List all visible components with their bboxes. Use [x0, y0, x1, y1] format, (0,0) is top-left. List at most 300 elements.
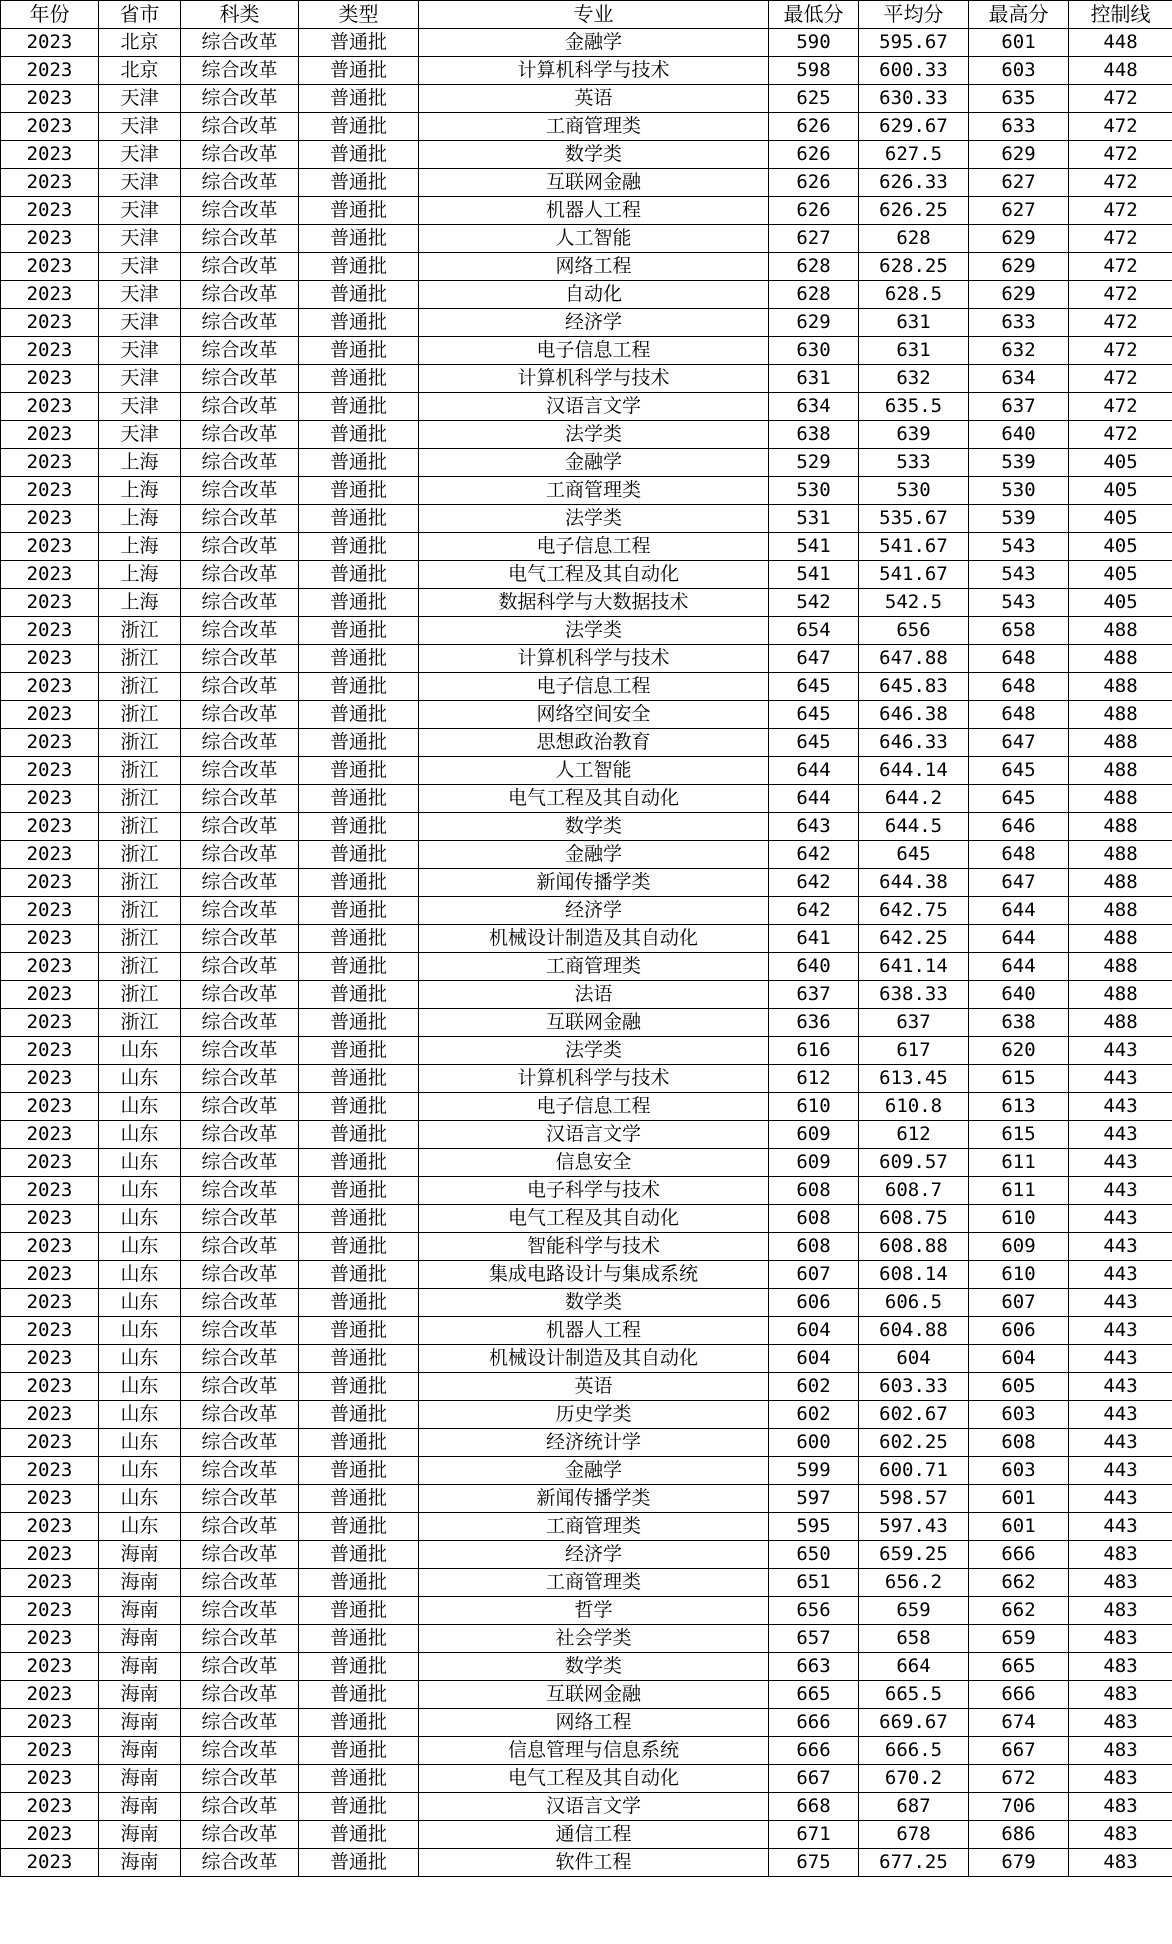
cell-major: 网络空间安全	[419, 701, 769, 729]
cell-major: 新闻传播学类	[419, 1485, 769, 1513]
cell-subject: 综合改革	[181, 281, 299, 309]
cell-year: 2023	[1, 841, 99, 869]
cell-province: 山东	[99, 1065, 181, 1093]
cell-major: 经济学	[419, 897, 769, 925]
cell-province: 山东	[99, 1317, 181, 1345]
cell-max-score: 601	[969, 1485, 1069, 1513]
cell-control-line: 443	[1069, 1373, 1172, 1401]
cell-min-score: 644	[769, 757, 859, 785]
cell-batch-type: 普通批	[299, 1849, 419, 1877]
cell-year: 2023	[1, 729, 99, 757]
table-row	[1, 981, 1172, 1009]
cell-province: 山东	[99, 1093, 181, 1121]
cell-max-score: 605	[969, 1373, 1069, 1401]
table-row	[1, 561, 1172, 589]
cell-avg-score: 656	[859, 617, 969, 645]
cell-avg-score: 612	[859, 1121, 969, 1149]
cell-subject: 综合改革	[181, 1429, 299, 1457]
cell-major: 汉语言文学	[419, 1121, 769, 1149]
cell-province: 浙江	[99, 617, 181, 645]
cell-min-score: 671	[769, 1821, 859, 1849]
cell-min-score: 599	[769, 1457, 859, 1485]
cell-year: 2023	[1, 1709, 99, 1737]
cell-province: 天津	[99, 309, 181, 337]
cell-year: 2023	[1, 925, 99, 953]
cell-batch-type: 普通批	[299, 1401, 419, 1429]
cell-year: 2023	[1, 1653, 99, 1681]
cell-batch-type: 普通批	[299, 729, 419, 757]
cell-major: 数学类	[419, 813, 769, 841]
cell-max-score: 629	[969, 141, 1069, 169]
col-header-subject: 科类	[181, 1, 299, 29]
cell-major: 工商管理类	[419, 953, 769, 981]
cell-min-score: 667	[769, 1765, 859, 1793]
table-row	[1, 421, 1172, 449]
cell-max-score: 609	[969, 1233, 1069, 1261]
cell-batch-type: 普通批	[299, 365, 419, 393]
cell-avg-score: 669.67	[859, 1709, 969, 1737]
cell-province: 山东	[99, 1233, 181, 1261]
table-row	[1, 29, 1172, 57]
cell-avg-score: 631	[859, 337, 969, 365]
cell-subject: 综合改革	[181, 85, 299, 113]
cell-max-score: 667	[969, 1737, 1069, 1765]
cell-min-score: 663	[769, 1653, 859, 1681]
cell-year: 2023	[1, 1737, 99, 1765]
cell-min-score: 612	[769, 1065, 859, 1093]
cell-province: 浙江	[99, 841, 181, 869]
cell-subject: 综合改革	[181, 1793, 299, 1821]
cell-max-score: 603	[969, 1457, 1069, 1485]
cell-batch-type: 普通批	[299, 1737, 419, 1765]
cell-year: 2023	[1, 309, 99, 337]
table-row	[1, 1849, 1172, 1877]
cell-batch-type: 普通批	[299, 1205, 419, 1233]
cell-major: 英语	[419, 1373, 769, 1401]
cell-avg-score: 604	[859, 1345, 969, 1373]
cell-avg-score: 665.5	[859, 1681, 969, 1709]
cell-year: 2023	[1, 869, 99, 897]
table-row	[1, 1709, 1172, 1737]
table-row	[1, 1653, 1172, 1681]
cell-avg-score: 645	[859, 841, 969, 869]
cell-subject: 综合改革	[181, 589, 299, 617]
cell-avg-score: 541.67	[859, 533, 969, 561]
cell-min-score: 597	[769, 1485, 859, 1513]
cell-year: 2023	[1, 253, 99, 281]
cell-subject: 综合改革	[181, 533, 299, 561]
cell-max-score: 672	[969, 1765, 1069, 1793]
cell-control-line: 488	[1069, 673, 1172, 701]
cell-control-line: 472	[1069, 197, 1172, 225]
cell-control-line: 443	[1069, 1065, 1172, 1093]
cell-min-score: 616	[769, 1037, 859, 1065]
cell-major: 社会学类	[419, 1625, 769, 1653]
cell-province: 浙江	[99, 869, 181, 897]
cell-min-score: 657	[769, 1625, 859, 1653]
cell-province: 浙江	[99, 645, 181, 673]
cell-major: 哲学	[419, 1597, 769, 1625]
cell-year: 2023	[1, 1121, 99, 1149]
cell-max-score: 613	[969, 1093, 1069, 1121]
cell-major: 数学类	[419, 1289, 769, 1317]
table-row	[1, 533, 1172, 561]
cell-control-line: 472	[1069, 169, 1172, 197]
cell-batch-type: 普通批	[299, 1233, 419, 1261]
table-row	[1, 1093, 1172, 1121]
cell-province: 海南	[99, 1709, 181, 1737]
cell-subject: 综合改革	[181, 1289, 299, 1317]
cell-major: 电子信息工程	[419, 533, 769, 561]
cell-major: 数学类	[419, 1653, 769, 1681]
cell-province: 山东	[99, 1457, 181, 1485]
cell-avg-score: 687	[859, 1793, 969, 1821]
cell-year: 2023	[1, 645, 99, 673]
cell-province: 海南	[99, 1821, 181, 1849]
cell-avg-score: 541.67	[859, 561, 969, 589]
cell-control-line: 443	[1069, 1457, 1172, 1485]
cell-control-line: 405	[1069, 533, 1172, 561]
cell-subject: 综合改革	[181, 197, 299, 225]
cell-province: 海南	[99, 1793, 181, 1821]
cell-min-score: 665	[769, 1681, 859, 1709]
table-row	[1, 1177, 1172, 1205]
cell-max-score: 620	[969, 1037, 1069, 1065]
cell-subject: 综合改革	[181, 729, 299, 757]
table-row	[1, 673, 1172, 701]
cell-province: 浙江	[99, 953, 181, 981]
cell-min-score: 675	[769, 1849, 859, 1877]
table-row	[1, 617, 1172, 645]
cell-control-line: 483	[1069, 1625, 1172, 1653]
cell-major: 经济统计学	[419, 1429, 769, 1457]
cell-batch-type: 普通批	[299, 29, 419, 57]
cell-subject: 综合改革	[181, 617, 299, 645]
cell-province: 天津	[99, 253, 181, 281]
cell-control-line: 443	[1069, 1233, 1172, 1261]
cell-batch-type: 普通批	[299, 421, 419, 449]
cell-subject: 综合改革	[181, 169, 299, 197]
cell-max-score: 647	[969, 869, 1069, 897]
col-header-max-score: 最高分	[969, 1, 1069, 29]
table-row	[1, 841, 1172, 869]
cell-subject: 综合改革	[181, 897, 299, 925]
cell-year: 2023	[1, 673, 99, 701]
cell-max-score: 601	[969, 1513, 1069, 1541]
cell-min-score: 644	[769, 785, 859, 813]
cell-subject: 综合改革	[181, 757, 299, 785]
cell-max-score: 648	[969, 841, 1069, 869]
cell-province: 浙江	[99, 757, 181, 785]
cell-batch-type: 普通批	[299, 1625, 419, 1653]
cell-batch-type: 普通批	[299, 1121, 419, 1149]
cell-avg-score: 632	[859, 365, 969, 393]
table-row	[1, 1429, 1172, 1457]
cell-province: 北京	[99, 29, 181, 57]
cell-year: 2023	[1, 561, 99, 589]
cell-province: 浙江	[99, 897, 181, 925]
cell-control-line: 443	[1069, 1205, 1172, 1233]
cell-major: 英语	[419, 85, 769, 113]
cell-avg-score: 604.88	[859, 1317, 969, 1345]
cell-subject: 综合改革	[181, 365, 299, 393]
cell-year: 2023	[1, 1065, 99, 1093]
cell-min-score: 645	[769, 673, 859, 701]
cell-year: 2023	[1, 1345, 99, 1373]
cell-subject: 综合改革	[181, 701, 299, 729]
cell-control-line: 405	[1069, 505, 1172, 533]
cell-avg-score: 628.5	[859, 281, 969, 309]
cell-province: 海南	[99, 1597, 181, 1625]
cell-batch-type: 普通批	[299, 1065, 419, 1093]
table-row	[1, 505, 1172, 533]
cell-control-line: 405	[1069, 561, 1172, 589]
cell-subject: 综合改革	[181, 813, 299, 841]
cell-year: 2023	[1, 1037, 99, 1065]
cell-major: 工商管理类	[419, 113, 769, 141]
cell-max-score: 606	[969, 1317, 1069, 1345]
table-row	[1, 1681, 1172, 1709]
cell-avg-score: 606.5	[859, 1289, 969, 1317]
cell-min-score: 641	[769, 925, 859, 953]
cell-province: 山东	[99, 1177, 181, 1205]
cell-control-line: 443	[1069, 1261, 1172, 1289]
cell-batch-type: 普通批	[299, 169, 419, 197]
cell-batch-type: 普通批	[299, 1765, 419, 1793]
cell-avg-score: 617	[859, 1037, 969, 1065]
cell-major: 信息管理与信息系统	[419, 1737, 769, 1765]
cell-max-score: 539	[969, 449, 1069, 477]
cell-avg-score: 635.5	[859, 393, 969, 421]
cell-min-score: 640	[769, 953, 859, 981]
cell-min-score: 642	[769, 869, 859, 897]
cell-major: 电子信息工程	[419, 1093, 769, 1121]
cell-avg-score: 658	[859, 1625, 969, 1653]
cell-control-line: 483	[1069, 1709, 1172, 1737]
cell-province: 浙江	[99, 1009, 181, 1037]
cell-year: 2023	[1, 57, 99, 85]
cell-province: 天津	[99, 225, 181, 253]
cell-major: 电子信息工程	[419, 337, 769, 365]
cell-min-score: 636	[769, 1009, 859, 1037]
cell-avg-score: 677.25	[859, 1849, 969, 1877]
cell-min-score: 590	[769, 29, 859, 57]
cell-avg-score: 666.5	[859, 1737, 969, 1765]
table-row	[1, 1793, 1172, 1821]
cell-subject: 综合改革	[181, 477, 299, 505]
cell-batch-type: 普通批	[299, 1597, 419, 1625]
cell-control-line: 472	[1069, 281, 1172, 309]
cell-min-score: 626	[769, 113, 859, 141]
cell-province: 天津	[99, 197, 181, 225]
cell-avg-score: 670.2	[859, 1765, 969, 1793]
cell-province: 海南	[99, 1765, 181, 1793]
cell-major: 法学类	[419, 617, 769, 645]
table-row	[1, 1569, 1172, 1597]
cell-subject: 综合改革	[181, 57, 299, 85]
cell-major: 人工智能	[419, 757, 769, 785]
cell-min-score: 595	[769, 1513, 859, 1541]
cell-max-score: 629	[969, 253, 1069, 281]
cell-subject: 综合改革	[181, 1009, 299, 1037]
cell-min-score: 628	[769, 281, 859, 309]
cell-max-score: 648	[969, 701, 1069, 729]
cell-control-line: 483	[1069, 1821, 1172, 1849]
cell-batch-type: 普通批	[299, 505, 419, 533]
cell-major: 思想政治教育	[419, 729, 769, 757]
cell-avg-score: 608.88	[859, 1233, 969, 1261]
cell-min-score: 602	[769, 1401, 859, 1429]
cell-year: 2023	[1, 1233, 99, 1261]
cell-control-line: 443	[1069, 1345, 1172, 1373]
cell-max-score: 615	[969, 1065, 1069, 1093]
cell-control-line: 488	[1069, 953, 1172, 981]
cell-control-line: 472	[1069, 365, 1172, 393]
cell-major: 法学类	[419, 421, 769, 449]
cell-province: 天津	[99, 365, 181, 393]
table-row	[1, 645, 1172, 673]
cell-subject: 综合改革	[181, 1653, 299, 1681]
cell-year: 2023	[1, 1765, 99, 1793]
cell-avg-score: 613.45	[859, 1065, 969, 1093]
cell-subject: 综合改革	[181, 449, 299, 477]
cell-major: 电气工程及其自动化	[419, 1205, 769, 1233]
cell-subject: 综合改革	[181, 253, 299, 281]
cell-subject: 综合改革	[181, 505, 299, 533]
cell-control-line: 443	[1069, 1289, 1172, 1317]
cell-avg-score: 646.33	[859, 729, 969, 757]
cell-major: 机器人工程	[419, 197, 769, 225]
cell-max-score: 539	[969, 505, 1069, 533]
table-row	[1, 1821, 1172, 1849]
cell-major: 智能科学与技术	[419, 1233, 769, 1261]
cell-year: 2023	[1, 1569, 99, 1597]
cell-min-score: 666	[769, 1709, 859, 1737]
cell-max-score: 706	[969, 1793, 1069, 1821]
table-row	[1, 1373, 1172, 1401]
cell-max-score: 644	[969, 925, 1069, 953]
cell-min-score: 610	[769, 1093, 859, 1121]
cell-major: 通信工程	[419, 1821, 769, 1849]
cell-year: 2023	[1, 393, 99, 421]
cell-control-line: 488	[1069, 729, 1172, 757]
cell-batch-type: 普通批	[299, 841, 419, 869]
cell-subject: 综合改革	[181, 1233, 299, 1261]
cell-major: 数据科学与大数据技术	[419, 589, 769, 617]
cell-province: 海南	[99, 1653, 181, 1681]
cell-year: 2023	[1, 1429, 99, 1457]
cell-batch-type: 普通批	[299, 225, 419, 253]
cell-province: 山东	[99, 1513, 181, 1541]
cell-min-score: 650	[769, 1541, 859, 1569]
cell-batch-type: 普通批	[299, 393, 419, 421]
cell-year: 2023	[1, 421, 99, 449]
cell-min-score: 626	[769, 197, 859, 225]
cell-min-score: 666	[769, 1737, 859, 1765]
cell-avg-score: 628	[859, 225, 969, 253]
cell-province: 山东	[99, 1037, 181, 1065]
cell-avg-score: 630.33	[859, 85, 969, 113]
cell-max-score: 629	[969, 225, 1069, 253]
cell-control-line: 443	[1069, 1149, 1172, 1177]
cell-year: 2023	[1, 785, 99, 813]
cell-batch-type: 普通批	[299, 981, 419, 1009]
cell-avg-score: 659.25	[859, 1541, 969, 1569]
cell-province: 山东	[99, 1485, 181, 1513]
cell-control-line: 483	[1069, 1541, 1172, 1569]
cell-min-score: 631	[769, 365, 859, 393]
cell-max-score: 674	[969, 1709, 1069, 1737]
cell-subject: 综合改革	[181, 1849, 299, 1877]
cell-subject: 综合改革	[181, 1569, 299, 1597]
cell-avg-score: 598.57	[859, 1485, 969, 1513]
cell-subject: 综合改革	[181, 645, 299, 673]
cell-control-line: 472	[1069, 393, 1172, 421]
cell-province: 上海	[99, 533, 181, 561]
cell-year: 2023	[1, 1205, 99, 1233]
cell-province: 浙江	[99, 673, 181, 701]
cell-year: 2023	[1, 617, 99, 645]
table-row	[1, 1541, 1172, 1569]
cell-province: 上海	[99, 505, 181, 533]
cell-min-score: 541	[769, 533, 859, 561]
cell-year: 2023	[1, 757, 99, 785]
cell-control-line: 483	[1069, 1793, 1172, 1821]
cell-min-score: 668	[769, 1793, 859, 1821]
cell-batch-type: 普通批	[299, 673, 419, 701]
cell-major: 计算机科学与技术	[419, 1065, 769, 1093]
cell-subject: 综合改革	[181, 1261, 299, 1289]
cell-control-line: 443	[1069, 1513, 1172, 1541]
cell-max-score: 615	[969, 1121, 1069, 1149]
table-row	[1, 57, 1172, 85]
cell-year: 2023	[1, 1485, 99, 1513]
cell-batch-type: 普通批	[299, 85, 419, 113]
cell-avg-score: 530	[859, 477, 969, 505]
cell-batch-type: 普通批	[299, 1793, 419, 1821]
cell-max-score: 644	[969, 897, 1069, 925]
cell-avg-score: 647.88	[859, 645, 969, 673]
cell-year: 2023	[1, 1093, 99, 1121]
cell-avg-score: 535.67	[859, 505, 969, 533]
cell-year: 2023	[1, 505, 99, 533]
cell-min-score: 643	[769, 813, 859, 841]
cell-year: 2023	[1, 1513, 99, 1541]
cell-control-line: 488	[1069, 841, 1172, 869]
cell-min-score: 645	[769, 729, 859, 757]
cell-avg-score: 533	[859, 449, 969, 477]
cell-max-score: 646	[969, 813, 1069, 841]
cell-major: 工商管理类	[419, 1513, 769, 1541]
cell-batch-type: 普通批	[299, 645, 419, 673]
cell-max-score: 543	[969, 589, 1069, 617]
cell-max-score: 634	[969, 365, 1069, 393]
cell-subject: 综合改革	[181, 225, 299, 253]
cell-batch-type: 普通批	[299, 1009, 419, 1037]
cell-subject: 综合改革	[181, 1681, 299, 1709]
cell-batch-type: 普通批	[299, 57, 419, 85]
cell-max-score: 611	[969, 1177, 1069, 1205]
cell-major: 汉语言文学	[419, 393, 769, 421]
cell-subject: 综合改革	[181, 1345, 299, 1373]
cell-batch-type: 普通批	[299, 897, 419, 925]
cell-control-line: 448	[1069, 29, 1172, 57]
cell-batch-type: 普通批	[299, 1037, 419, 1065]
cell-batch-type: 普通批	[299, 589, 419, 617]
cell-province: 浙江	[99, 701, 181, 729]
cell-year: 2023	[1, 1009, 99, 1037]
cell-max-score: 604	[969, 1345, 1069, 1373]
